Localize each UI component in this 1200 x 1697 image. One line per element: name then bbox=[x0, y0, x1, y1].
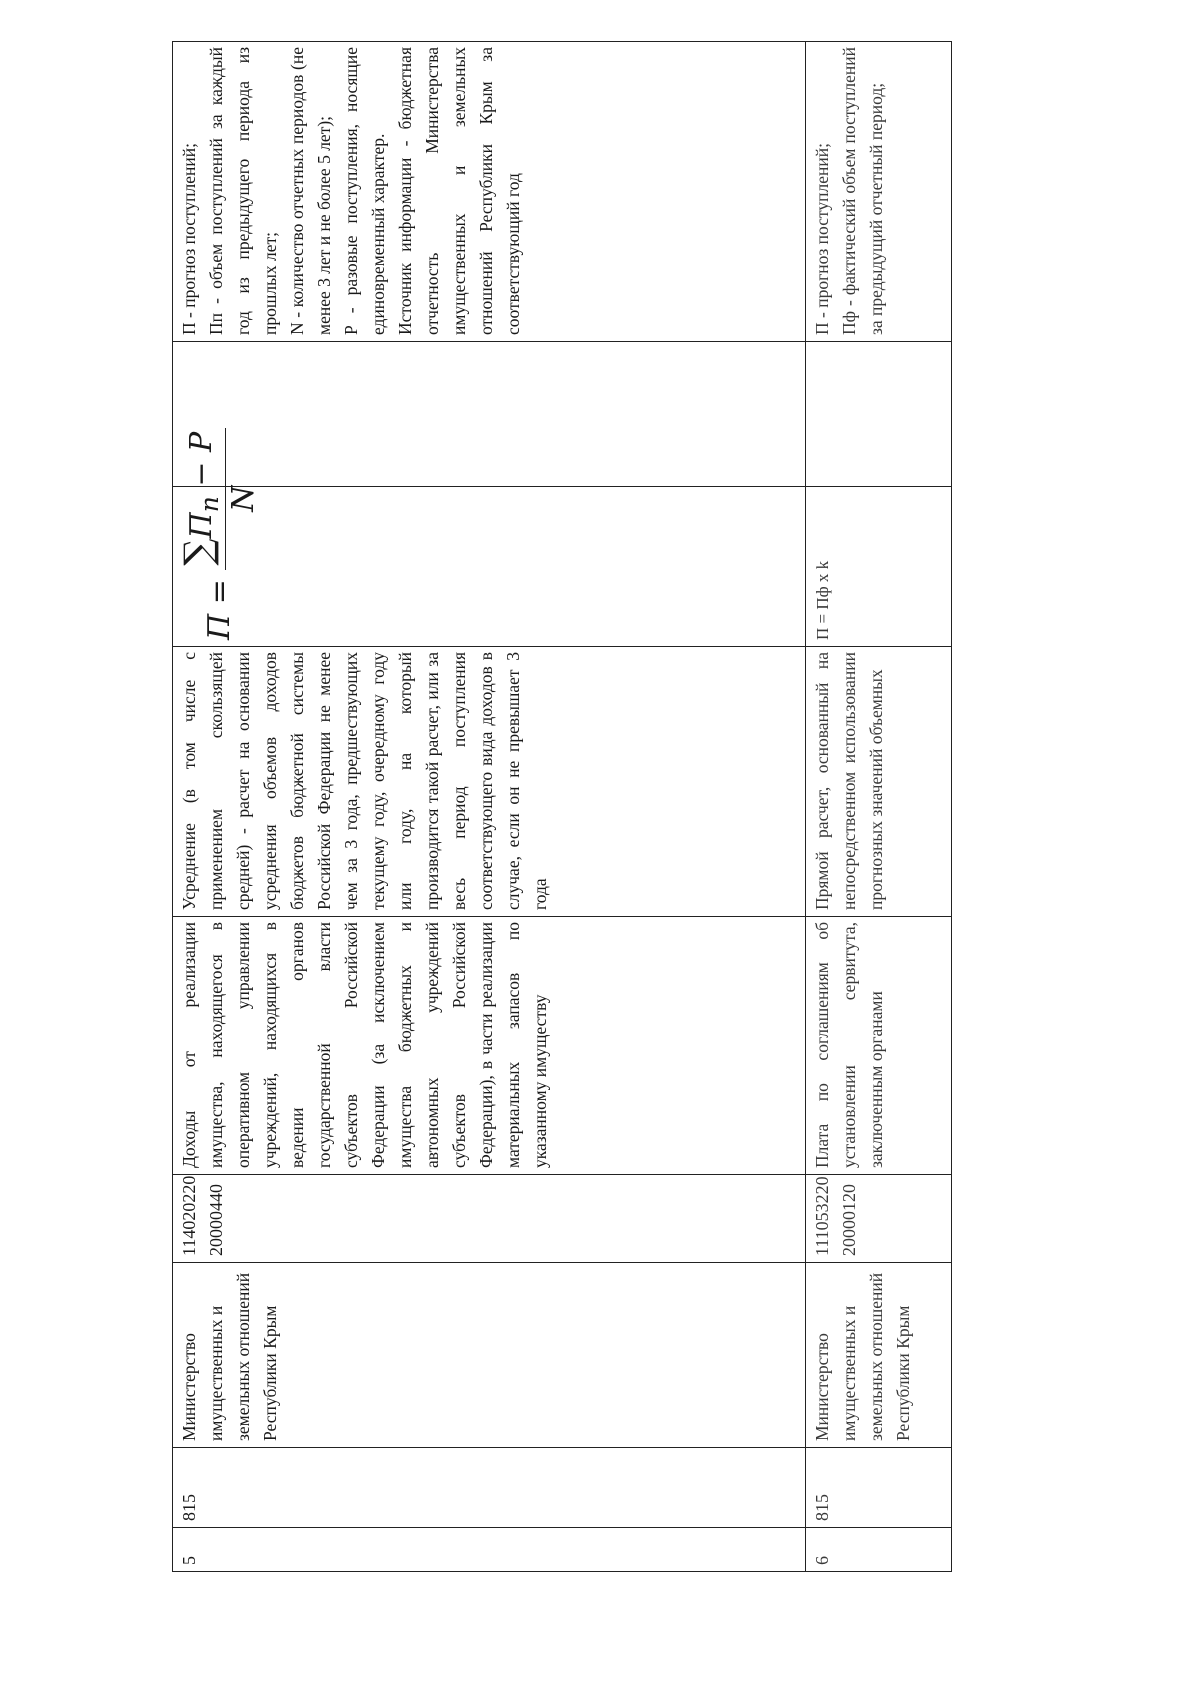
administrator-name: Министерство имущественных и земельных отношений Республики Крым bbox=[806, 1263, 952, 1448]
desc-line: Источник информации - бюджетная отчетность Министерства имущественных и земельных отношений Республики Крым за соответствующий год bbox=[395, 47, 523, 335]
revenue-name: Плата по соглашениям об установлении сервитута, заключенным органами bbox=[806, 917, 952, 1175]
row-number: 6 bbox=[806, 1528, 952, 1572]
revenue-forecast-table bbox=[172, 41, 952, 1572]
calculation-method: Усреднение (в том числе с применением скользящей средней) - расчет на основании усреднения объемов доходов бюджетов бюджетной системы Российской Федерации не менее чем за 3 года, предшествующих текущему году, очередному году или году, на который производится такой расчет, или за весь период поступления соответствующего вида доходов в случае, если он не превышает 3 года bbox=[173, 647, 806, 917]
calculation-method: Прямой расчет, основанный на непосредственном использовании прогнозных значений объемных bbox=[806, 647, 952, 917]
indicator-description bbox=[173, 42, 806, 342]
formula-denominator: N bbox=[226, 485, 261, 512]
formula-sigma: ∑ bbox=[176, 538, 220, 566]
formula: П = Пф х k bbox=[806, 487, 952, 647]
formula-lhs: П = bbox=[202, 579, 237, 640]
formula-numerator bbox=[176, 428, 226, 570]
row-number: 5 bbox=[173, 1528, 806, 1572]
desc-line: N - количество отчетных периодов (не менее 3 лет и не более 5 лет); bbox=[287, 47, 334, 335]
admin-code: 815 bbox=[173, 1448, 806, 1528]
kbk-code: 114020220 20000440 bbox=[173, 1175, 806, 1263]
desc-line: П - прогноз поступлений; bbox=[812, 143, 832, 335]
formula-num-tail: − Р bbox=[184, 431, 219, 497]
administrator-name: Министерство имущественных и земельных отношений Республики Крым bbox=[173, 1263, 806, 1448]
desc-line: П - прогноз поступлений; bbox=[179, 143, 199, 335]
empty-cell bbox=[173, 342, 806, 487]
desc-line: Р - разовые поступления, носящие единовременный характер. bbox=[341, 47, 388, 335]
rotated-table-wrapper bbox=[172, 42, 1102, 1572]
formula-num-sub: П bbox=[184, 512, 219, 539]
formula-fraction bbox=[176, 428, 261, 570]
kbk-code: 111053220 20000120 bbox=[806, 1175, 952, 1263]
formula-num-idx: п bbox=[195, 496, 224, 513]
indicator-description bbox=[806, 42, 952, 342]
admin-code: 815 bbox=[806, 1448, 952, 1528]
formula bbox=[173, 431, 806, 647]
desc-line: Пп - объем поступлений за каждый год из предыдущего периода из прошлых лет; bbox=[206, 47, 280, 335]
empty-cell bbox=[806, 342, 952, 487]
table-row bbox=[806, 42, 952, 1572]
desc-line: Пф - фактический объем поступлений за предыдущий отчетный период; bbox=[839, 47, 886, 335]
table-row bbox=[173, 42, 806, 1572]
revenue-name: Доходы от реализации имущества, находящегося в оперативном управлении учреждений, находящихся в ведении органов государственной власти субъектов Российской Федерации (за исключением имущества бюджетных и автономных учреждений субъектов Российской Федерации), в части реализации материальных запасов по указанному имуществу bbox=[173, 917, 806, 1175]
